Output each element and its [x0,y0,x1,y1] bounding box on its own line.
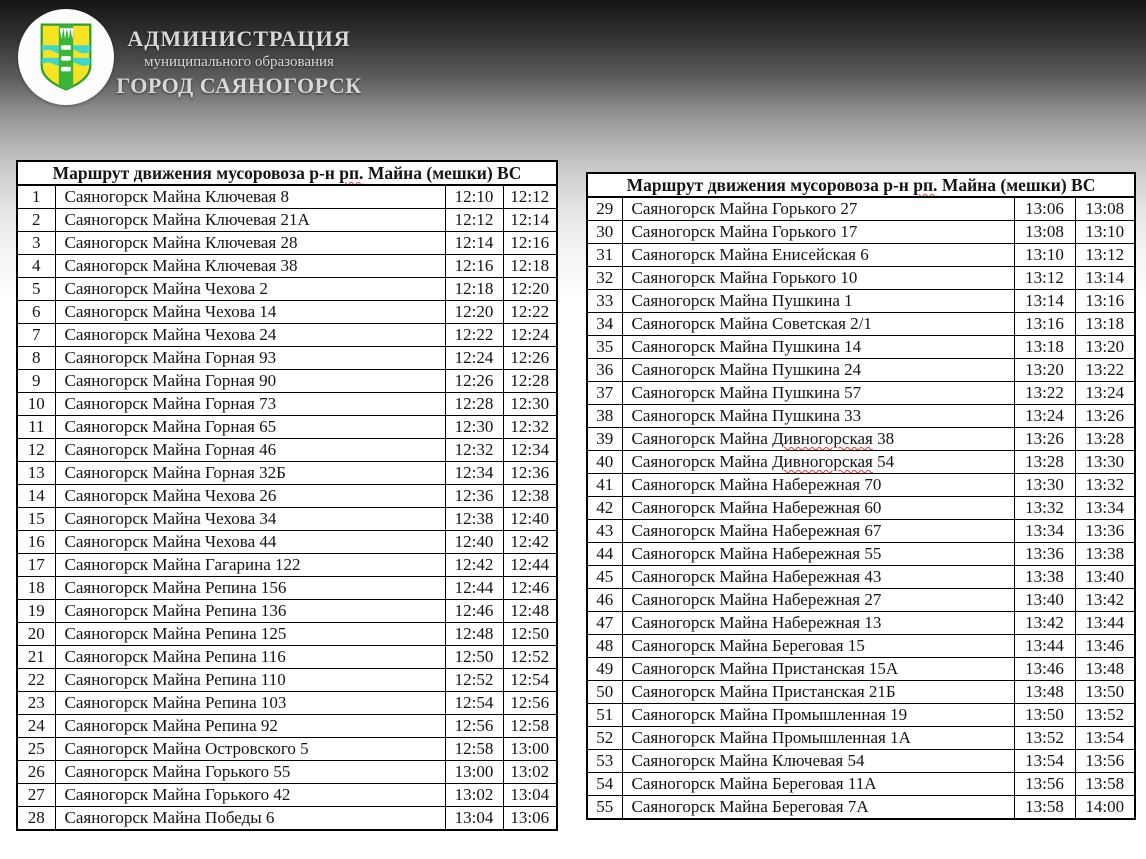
table-row [17,393,557,416]
table-row [17,646,557,669]
spellcheck-marked-word: Дивногорская [772,429,873,448]
row-number: 5 [17,278,55,301]
route-table-right-grid [586,172,1136,820]
table-row [587,497,1135,520]
row-address: Саяногорск Майна Горная 46 [55,439,445,462]
row-time-start: 13:28 [1014,451,1075,474]
row-time-end: 13:50 [1075,681,1135,704]
row-address: Саяногорск Майна Набережная 13 [622,612,1014,635]
row-address: Саяногорск Майна Репина 156 [55,577,445,600]
row-time-end: 12:32 [503,416,557,439]
row-address: Саяногорск Майна Енисейская 6 [622,244,1014,267]
row-time-start: 13:50 [1014,704,1075,727]
row-time-start: 12:16 [445,255,503,278]
row-address: Саяногорск Майна Горького 42 [55,784,445,807]
row-address: Саяногорск Майна Горького 27 [622,197,1014,221]
row-time-end: 12:28 [503,370,557,393]
spellcheck-marked-word: Дивногорская [772,452,873,471]
row-number: 53 [587,750,622,773]
row-time-end: 13:20 [1075,336,1135,359]
row-number: 36 [587,359,622,382]
row-time-end: 13:52 [1075,704,1135,727]
table-row [17,209,557,232]
row-address: Саяногорск Майна Пушкина 57 [622,382,1014,405]
row-time-start: 13:10 [1014,244,1075,267]
row-time-start: 13:34 [1014,520,1075,543]
row-number: 48 [587,635,622,658]
row-time-end: 12:26 [503,347,557,370]
row-number: 52 [587,727,622,750]
row-time-end: 13:28 [1075,428,1135,451]
row-time-start: 12:52 [445,669,503,692]
row-number: 10 [17,393,55,416]
row-address: Саяногорск Майна Пристанская 21Б [622,681,1014,704]
row-number: 2 [17,209,55,232]
row-address: Саяногорск Майна Пушкина 14 [622,336,1014,359]
table-row [17,738,557,761]
row-address: Саяногорск Майна Ключевая 54 [622,750,1014,773]
row-address: Саяногорск Майна Набережная 27 [622,589,1014,612]
table-title-row [587,173,1135,197]
row-time-end: 12:30 [503,393,557,416]
row-address: Саяногорск Майна Чехова 34 [55,508,445,531]
table-row [587,428,1135,451]
table-row [17,185,557,209]
row-number: 31 [587,244,622,267]
row-number: 23 [17,692,55,715]
row-time-start: 12:46 [445,600,503,623]
row-time-end: 13:08 [1075,197,1135,221]
row-time-end: 12:36 [503,462,557,485]
row-number: 42 [587,497,622,520]
row-time-end: 12:34 [503,439,557,462]
row-number: 35 [587,336,622,359]
row-number: 15 [17,508,55,531]
table-title-text: Маршрут движения мусоровоза р-н [626,175,914,195]
row-time-end: 12:16 [503,232,557,255]
row-time-start: 13:06 [1014,197,1075,221]
row-time-start: 13:46 [1014,658,1075,681]
row-number: 3 [17,232,55,255]
row-time-end: 12:14 [503,209,557,232]
row-time-start: 13:22 [1014,382,1075,405]
row-time-start: 12:34 [445,462,503,485]
row-address: Саяногорск Майна Пушкина 1 [622,290,1014,313]
row-time-end: 13:22 [1075,359,1135,382]
row-number: 24 [17,715,55,738]
row-number: 21 [17,646,55,669]
row-number: 32 [587,267,622,290]
table-row [587,382,1135,405]
row-time-start: 13:08 [1014,221,1075,244]
row-number: 16 [17,531,55,554]
table-row [587,451,1135,474]
row-time-end: 13:48 [1075,658,1135,681]
row-time-start: 12:58 [445,738,503,761]
row-address: Саяногорск Майна Пушкина 33 [622,405,1014,428]
row-time-start: 13:12 [1014,267,1075,290]
row-time-end: 14:00 [1075,796,1135,820]
org-name-line3: ГОРОД САЯНОГОРСК [116,73,362,98]
table-row [17,301,557,324]
row-number: 44 [587,543,622,566]
table-title-row [17,161,557,185]
row-time-start: 13:44 [1014,635,1075,658]
row-number: 51 [587,704,622,727]
table-row [587,405,1135,428]
row-time-end: 13:10 [1075,221,1135,244]
coat-of-arms-icon [37,21,95,93]
table-row [17,600,557,623]
row-time-end: 12:18 [503,255,557,278]
row-time-end: 13:24 [1075,382,1135,405]
table-row [587,359,1135,382]
row-time-start: 13:32 [1014,497,1075,520]
row-number: 39 [587,428,622,451]
row-address: Саяногорск Майна Ключевая 21А [55,209,445,232]
table-title [587,173,1135,197]
table-row [17,761,557,784]
row-number: 33 [587,290,622,313]
row-time-end: 13:16 [1075,290,1135,313]
row-time-end: 13:56 [1075,750,1135,773]
row-time-end: 13:06 [503,807,557,831]
table-row [17,784,557,807]
row-number: 45 [587,566,622,589]
table-row [587,681,1135,704]
table-row [17,416,557,439]
row-address: Саяногорск Майна Чехова 14 [55,301,445,324]
row-address: Саяногорск Майна Горная 73 [55,393,445,416]
row-time-end: 12:52 [503,646,557,669]
table-row [587,221,1135,244]
row-time-start: 12:50 [445,646,503,669]
row-time-end: 13:46 [1075,635,1135,658]
table-row [587,658,1135,681]
table-row [17,347,557,370]
row-address: Саяногорск Майна Советская 2/1 [622,313,1014,336]
table-row [587,612,1135,635]
table-row [17,669,557,692]
row-address: Саяногорск Майна Набережная 60 [622,497,1014,520]
row-time-end: 12:22 [503,301,557,324]
row-time-start: 13:42 [1014,612,1075,635]
row-address: Саяногорск Майна Островского 5 [55,738,445,761]
row-address: Саяногорск Майна Набережная 70 [622,474,1014,497]
table-row [587,197,1135,221]
row-address: Саяногорск Майна Промышленная 1А [622,727,1014,750]
row-time-end: 12:44 [503,554,557,577]
row-number: 28 [17,807,55,831]
row-number: 19 [17,600,55,623]
row-address: Саяногорск Майна Пристанская 15А [622,658,1014,681]
row-address: Саяногорск Майна Репина 125 [55,623,445,646]
row-number: 34 [587,313,622,336]
row-number: 54 [587,773,622,796]
row-time-start: 12:14 [445,232,503,255]
row-address: Саяногорск Майна Репина 103 [55,692,445,715]
row-time-end: 12:42 [503,531,557,554]
row-number: 7 [17,324,55,347]
row-time-end: 12:12 [503,185,557,209]
row-time-start: 12:12 [445,209,503,232]
row-time-start: 12:32 [445,439,503,462]
row-time-start: 12:22 [445,324,503,347]
table-row [17,508,557,531]
row-time-end: 13:40 [1075,566,1135,589]
row-number: 37 [587,382,622,405]
table-row [587,313,1135,336]
row-address: Саяногорск Майна Дивногорская 54 [622,451,1014,474]
row-number: 46 [587,589,622,612]
row-number: 41 [587,474,622,497]
row-time-start: 12:48 [445,623,503,646]
row-time-start: 13:18 [1014,336,1075,359]
row-time-start: 13:04 [445,807,503,831]
row-time-start: 13:16 [1014,313,1075,336]
row-time-start: 13:36 [1014,543,1075,566]
row-time-start: 13:14 [1014,290,1075,313]
row-time-end: 13:38 [1075,543,1135,566]
row-time-end: 13:54 [1075,727,1135,750]
row-time-end: 12:56 [503,692,557,715]
row-time-start: 12:18 [445,278,503,301]
org-name-line1: АДМИНИСТРАЦИЯ [127,26,351,51]
row-address: Саяногорск Майна Горная 93 [55,347,445,370]
row-time-end: 12:40 [503,508,557,531]
row-time-start: 12:20 [445,301,503,324]
row-time-start: 12:30 [445,416,503,439]
row-time-start: 13:58 [1014,796,1075,820]
row-address: Саяногорск Майна Ключевая 8 [55,185,445,209]
row-number: 18 [17,577,55,600]
row-time-end: 13:00 [503,738,557,761]
row-number: 11 [17,416,55,439]
table-row [587,543,1135,566]
row-time-end: 13:02 [503,761,557,784]
row-address: Саяногорск Майна Ключевая 38 [55,255,445,278]
row-time-start: 13:56 [1014,773,1075,796]
row-address: Саяногорск Майна Горького 17 [622,221,1014,244]
row-number: 27 [17,784,55,807]
row-time-end: 13:34 [1075,497,1135,520]
row-time-start: 13:40 [1014,589,1075,612]
row-time-start: 12:42 [445,554,503,577]
row-address: Саяногорск Майна Промышленная 19 [622,704,1014,727]
row-time-end: 13:18 [1075,313,1135,336]
table-row [17,807,557,831]
row-address: Саяногорск Майна Горького 10 [622,267,1014,290]
row-time-start: 12:56 [445,715,503,738]
row-number: 40 [587,451,622,474]
table-row [17,715,557,738]
row-time-start: 13:24 [1014,405,1075,428]
table-title-text: Майна (мешки) ВС [937,175,1096,195]
row-time-end: 12:54 [503,669,557,692]
row-address: Саяногорск Майна Береговая 15 [622,635,1014,658]
row-time-start: 13:26 [1014,428,1075,451]
table-title-text: Майна (мешки) ВС [363,163,522,183]
row-time-end: 12:50 [503,623,557,646]
route-table-left [16,160,556,831]
spellcheck-marked-word: рп. [339,163,364,183]
row-time-start: 13:52 [1014,727,1075,750]
row-time-end: 12:46 [503,577,557,600]
table-row [587,704,1135,727]
row-time-start: 13:54 [1014,750,1075,773]
row-number: 4 [17,255,55,278]
row-time-end: 13:58 [1075,773,1135,796]
row-time-end: 13:30 [1075,451,1135,474]
route-table-right [586,172,1134,820]
row-number: 12 [17,439,55,462]
row-number: 20 [17,623,55,646]
table-row [17,554,557,577]
row-time-start: 12:44 [445,577,503,600]
row-number: 14 [17,485,55,508]
row-time-end: 12:20 [503,278,557,301]
row-number: 55 [587,796,622,820]
row-address: Саяногорск Майна Гагарина 122 [55,554,445,577]
row-address: Саяногорск Майна Репина 136 [55,600,445,623]
table-row [587,244,1135,267]
row-time-start: 13:30 [1014,474,1075,497]
row-number: 1 [17,185,55,209]
row-address: Саяногорск Майна Набережная 55 [622,543,1014,566]
row-time-end: 12:48 [503,600,557,623]
row-number: 26 [17,761,55,784]
row-time-end: 12:58 [503,715,557,738]
row-time-end: 12:24 [503,324,557,347]
row-address: Саяногорск Майна Дивногорская 38 [622,428,1014,451]
table-row [587,773,1135,796]
row-time-end: 13:44 [1075,612,1135,635]
table-row [17,439,557,462]
table-row [17,324,557,347]
table-row [17,278,557,301]
table-row [587,474,1135,497]
row-time-end: 13:32 [1075,474,1135,497]
table-row [587,566,1135,589]
row-address: Саяногорск Майна Горная 65 [55,416,445,439]
row-number: 9 [17,370,55,393]
row-time-end: 13:04 [503,784,557,807]
table-row [587,520,1135,543]
row-number: 8 [17,347,55,370]
row-time-end: 13:36 [1075,520,1135,543]
route-table-left-grid [16,160,558,831]
row-number: 43 [587,520,622,543]
row-time-start: 12:54 [445,692,503,715]
row-time-start: 12:40 [445,531,503,554]
row-time-start: 13:48 [1014,681,1075,704]
row-time-end: 13:12 [1075,244,1135,267]
row-address: Саяногорск Майна Береговая 7А [622,796,1014,820]
coat-of-arms-logo [18,9,114,105]
row-address: Саяногорск Майна Горная 90 [55,370,445,393]
table-row [587,267,1135,290]
row-number: 17 [17,554,55,577]
row-time-end: 13:26 [1075,405,1135,428]
row-address: Саяногорск Майна Береговая 11А [622,773,1014,796]
spellcheck-marked-word: рп. [913,175,938,195]
row-number: 29 [587,197,622,221]
row-address: Саяногорск Майна Чехова 24 [55,324,445,347]
table-row [17,692,557,715]
table-row [587,750,1135,773]
table-row [587,336,1135,359]
table-row [587,290,1135,313]
row-number: 50 [587,681,622,704]
row-time-end: 13:14 [1075,267,1135,290]
row-address: Саяногорск Майна Набережная 43 [622,566,1014,589]
row-number: 25 [17,738,55,761]
table-row [17,623,557,646]
row-time-start: 13:20 [1014,359,1075,382]
table-row [587,796,1135,820]
row-time-start: 12:24 [445,347,503,370]
row-number: 13 [17,462,55,485]
row-address: Саяногорск Майна Победы 6 [55,807,445,831]
table-row [17,531,557,554]
row-address: Саяногорск Майна Ключевая 28 [55,232,445,255]
row-number: 47 [587,612,622,635]
row-address: Саяногорск Майна Горная 32Б [55,462,445,485]
table-row [17,462,557,485]
row-time-start: 13:02 [445,784,503,807]
row-time-start: 13:00 [445,761,503,784]
table-row [17,370,557,393]
row-number: 49 [587,658,622,681]
row-time-start: 13:38 [1014,566,1075,589]
row-address: Саяногорск Майна Репина 92 [55,715,445,738]
table-row [17,485,557,508]
row-address: Саяногорск Майна Чехова 44 [55,531,445,554]
row-number: 22 [17,669,55,692]
row-time-start: 12:26 [445,370,503,393]
table-title [17,161,557,185]
row-address: Саяногорск Майна Горького 55 [55,761,445,784]
row-time-start: 12:38 [445,508,503,531]
table-row [17,255,557,278]
org-name-line2: муниципального образования [144,54,334,70]
row-time-start: 12:36 [445,485,503,508]
row-address: Саяногорск Майна Пушкина 24 [622,359,1014,382]
row-time-end: 12:38 [503,485,557,508]
table-row [17,232,557,255]
row-number: 38 [587,405,622,428]
table-row [17,577,557,600]
row-address: Саяногорск Майна Набережная 67 [622,520,1014,543]
row-time-start: 12:28 [445,393,503,416]
table-row [587,589,1135,612]
row-number: 30 [587,221,622,244]
row-time-end: 13:42 [1075,589,1135,612]
table-title-text: Маршрут движения мусоровоза р-н [52,163,340,183]
table-row [587,635,1135,658]
row-number: 6 [17,301,55,324]
row-address: Саяногорск Майна Репина 116 [55,646,445,669]
row-address: Саяногорск Майна Чехова 26 [55,485,445,508]
org-name-block [116,26,362,99]
table-row [587,727,1135,750]
row-address: Саяногорск Майна Репина 110 [55,669,445,692]
row-address: Саяногорск Майна Чехова 2 [55,278,445,301]
row-time-start: 12:10 [445,185,503,209]
